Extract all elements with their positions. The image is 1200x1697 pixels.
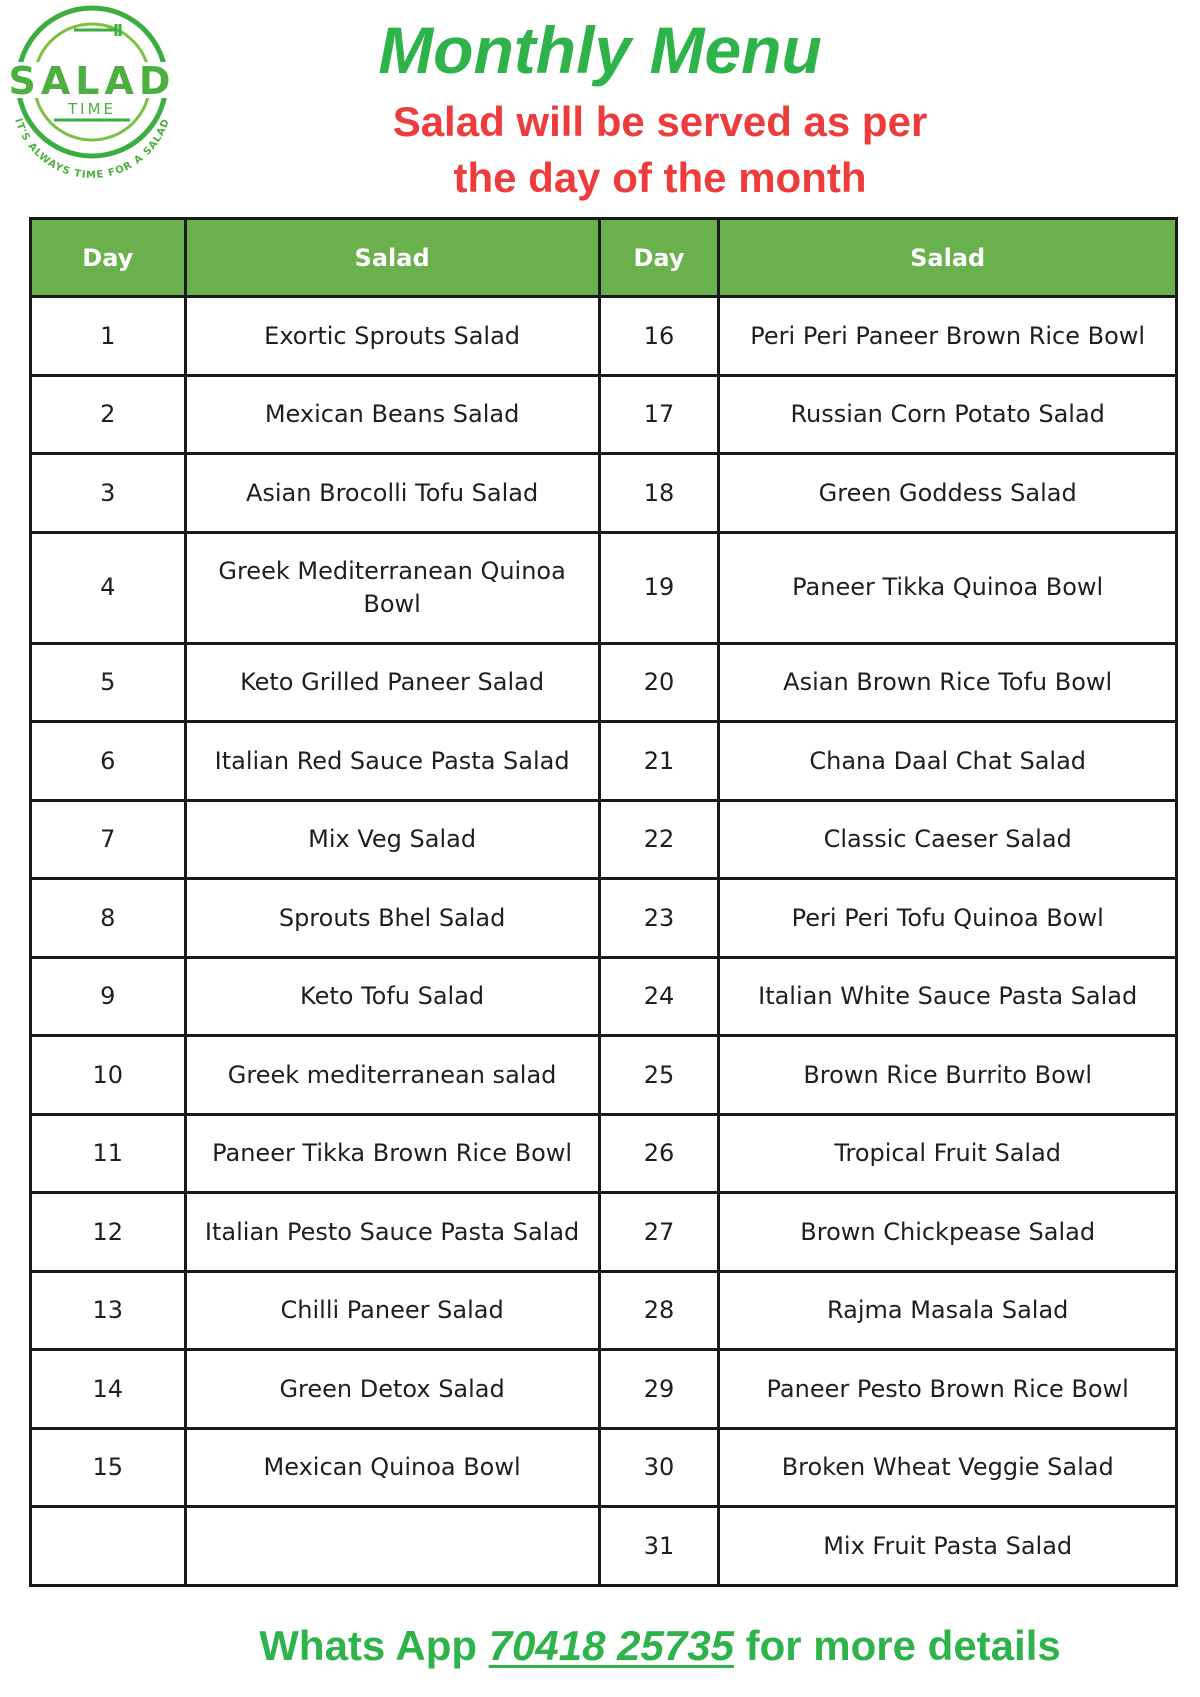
header-day-left: Day xyxy=(31,219,186,297)
table-header-row xyxy=(31,219,1177,297)
day-cell-right: 17 xyxy=(599,375,719,454)
salad-cell-left: Green Detox Salad xyxy=(185,1350,599,1429)
salad-cell-left: Greek Mediterranean Quinoa Bowl xyxy=(185,532,599,643)
day-cell-left: 3 xyxy=(31,454,186,533)
table-row xyxy=(31,1428,1177,1507)
table-row xyxy=(31,297,1177,376)
header-salad-right: Salad xyxy=(719,219,1177,297)
salad-cell-right: Chana Daal Chat Salad xyxy=(719,722,1177,801)
salad-cell-left: Exortic Sprouts Salad xyxy=(185,297,599,376)
table-row xyxy=(31,1193,1177,1272)
day-cell-right: 18 xyxy=(599,454,719,533)
salad-cell-left: Sprouts Bhel Salad xyxy=(185,879,599,958)
salad-cell-right: Asian Brown Rice Tofu Bowl xyxy=(719,643,1177,722)
salad-cell-left: Italian Pesto Sauce Pasta Salad xyxy=(185,1193,599,1272)
table-row xyxy=(31,454,1177,533)
salad-cell-left: Mexican Beans Salad xyxy=(185,375,599,454)
logo-sub: TIME xyxy=(67,100,117,118)
table-row xyxy=(31,879,1177,958)
salad-cell-left: Italian Red Sauce Pasta Salad xyxy=(185,722,599,801)
day-cell-right: 22 xyxy=(599,800,719,879)
salad-cell-right: Paneer Pesto Brown Rice Bowl xyxy=(719,1350,1177,1429)
salad-cell-left: Chilli Paneer Salad xyxy=(185,1271,599,1350)
salad-cell-right: Rajma Masala Salad xyxy=(719,1271,1177,1350)
day-cell-left: 8 xyxy=(31,879,186,958)
day-cell-right: 21 xyxy=(599,722,719,801)
day-cell-left: 7 xyxy=(31,800,186,879)
day-cell-left: 6 xyxy=(31,722,186,801)
day-cell-right: 20 xyxy=(599,643,719,722)
monthly-menu-table xyxy=(29,217,1178,1587)
day-cell-right: 28 xyxy=(599,1271,719,1350)
day-cell-left: 5 xyxy=(31,643,186,722)
table-row xyxy=(31,1036,1177,1115)
day-cell-right: 24 xyxy=(599,957,719,1036)
salad-cell-right: Peri Peri Tofu Quinoa Bowl xyxy=(719,879,1177,958)
salad-cell-right: Green Goddess Salad xyxy=(719,454,1177,533)
day-cell-left: 1 xyxy=(31,297,186,376)
salad-cell-right: Paneer Tikka Quinoa Bowl xyxy=(719,532,1177,643)
salad-cell-right: Mix Fruit Pasta Salad xyxy=(719,1507,1177,1586)
salad-cell-left: Paneer Tikka Brown Rice Bowl xyxy=(185,1114,599,1193)
title-text: Monthly Menu xyxy=(378,13,822,87)
salad-cell-left: Mexican Quinoa Bowl xyxy=(185,1428,599,1507)
table-row xyxy=(31,1350,1177,1429)
day-cell-right: 16 xyxy=(599,297,719,376)
day-cell-left: 13 xyxy=(31,1271,186,1350)
day-cell-left: 11 xyxy=(31,1114,186,1193)
table-row xyxy=(31,1507,1177,1586)
salad-cell-right: Brown Chickpease Salad xyxy=(719,1193,1177,1272)
table-row xyxy=(31,375,1177,454)
salad-cell-right: Tropical Fruit Salad xyxy=(719,1114,1177,1193)
salad-cell-right: Peri Peri Paneer Brown Rice Bowl xyxy=(719,297,1177,376)
table-row xyxy=(31,1271,1177,1350)
salad-cell-right: Russian Corn Potato Salad xyxy=(719,375,1177,454)
table-row xyxy=(31,957,1177,1036)
page-subtitle xyxy=(0,94,1200,206)
footer-suffix: for more details xyxy=(745,1622,1061,1669)
page-title xyxy=(0,12,1200,88)
subtitle-line-2: the day of the month xyxy=(453,154,867,201)
contact-footer xyxy=(0,1622,1200,1670)
logo-tagline: IT'S ALWAYS TIME FOR A SALAD xyxy=(12,117,172,178)
day-cell-right: 26 xyxy=(599,1114,719,1193)
day-cell-left: 9 xyxy=(31,957,186,1036)
salad-cell-right: Brown Rice Burrito Bowl xyxy=(719,1036,1177,1115)
logo-wordmark: SALAD xyxy=(8,59,176,103)
day-cell-right: 23 xyxy=(599,879,719,958)
salad-cell-left: Keto Grilled Paneer Salad xyxy=(185,643,599,722)
day-cell-right: 31 xyxy=(599,1507,719,1586)
day-cell-left: 12 xyxy=(31,1193,186,1272)
header-salad-left: Salad xyxy=(185,219,599,297)
salad-cell-left xyxy=(185,1507,599,1586)
header-day-right: Day xyxy=(599,219,719,297)
day-cell-right: 29 xyxy=(599,1350,719,1429)
day-cell-right: 19 xyxy=(599,532,719,643)
day-cell-right: 27 xyxy=(599,1193,719,1272)
salad-cell-left: Greek mediterranean salad xyxy=(185,1036,599,1115)
salad-cell-left: Mix Veg Salad xyxy=(185,800,599,879)
day-cell-left: 4 xyxy=(31,532,186,643)
day-cell-right: 30 xyxy=(599,1428,719,1507)
table-row xyxy=(31,722,1177,801)
day-cell-left xyxy=(31,1507,186,1586)
footer-prefix: Whats App xyxy=(259,1622,478,1669)
day-cell-left: 14 xyxy=(31,1350,186,1429)
table-row xyxy=(31,1114,1177,1193)
whatsapp-phone-link[interactable]: 70418 25735 xyxy=(488,1622,734,1669)
table-row xyxy=(31,800,1177,879)
table-row xyxy=(31,532,1177,643)
day-cell-left: 10 xyxy=(31,1036,186,1115)
day-cell-left: 2 xyxy=(31,375,186,454)
day-cell-left: 15 xyxy=(31,1428,186,1507)
salad-cell-right: Classic Caeser Salad xyxy=(719,800,1177,879)
day-cell-right: 25 xyxy=(599,1036,719,1115)
subtitle-line-1: Salad will be served as per xyxy=(392,98,928,145)
salad-cell-right: Italian White Sauce Pasta Salad xyxy=(719,957,1177,1036)
salad-cell-right: Broken Wheat Veggie Salad xyxy=(719,1428,1177,1507)
table-row xyxy=(31,643,1177,722)
salad-cell-left: Keto Tofu Salad xyxy=(185,957,599,1036)
salad-cell-left: Asian Brocolli Tofu Salad xyxy=(185,454,599,533)
